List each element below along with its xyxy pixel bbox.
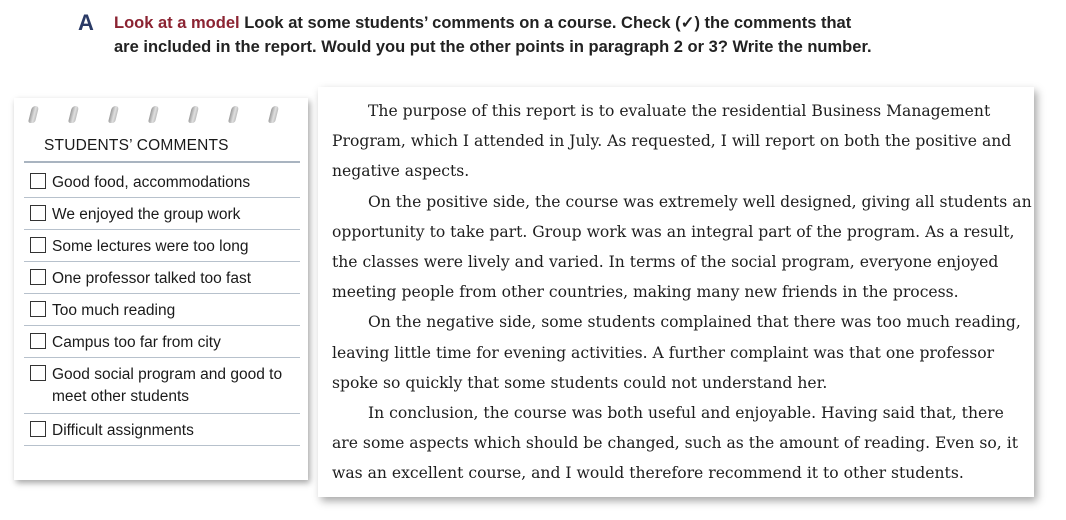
checkbox[interactable] [30,421,46,437]
instruction-lead: Look at a model [114,14,240,32]
divider [24,413,300,414]
comment-item[interactable]: Good food, accommodations [30,172,300,194]
checkbox[interactable] [30,173,46,189]
exercise-letter: A [78,10,94,35]
report-body [332,96,1032,489]
binding-ring [148,106,159,123]
divider [24,325,300,326]
report-paragraph-4: In conclusion, the course was both useful and enjoyable. Having said that, there are some aspects which should be changed, such as the amount of reading. Even so, it was an excellent course, and I would therefore recommend it to other students. [332,404,1018,483]
report-paragraph-2: On the positive side, the course was extremely well designed, giving all students an opportunity to take part. Group work was an integral part of the program. As a result, the classes were lively and varied. In terms of the social program, everyone enjoyed meeting people from other countries, making many new friends in the process. [332,192,1032,302]
divider [24,293,300,294]
divider [24,357,300,358]
divider [24,445,300,446]
comment-item[interactable]: Some lectures were too long [30,236,300,258]
divider [24,229,300,230]
binding-ring [268,106,279,123]
divider [24,161,300,163]
instruction-line-1-text: Look at some students’ comments on a course. Check (✓) the comments that [239,14,852,32]
model-report [318,87,1034,497]
comment-item[interactable]: Difficult assignments [30,420,300,442]
checkbox[interactable] [30,205,46,221]
comment-item[interactable]: Campus too far from city [30,332,300,354]
divider [24,197,300,198]
checkbox[interactable] [30,365,46,381]
checkbox[interactable] [30,269,46,285]
comment-item[interactable]: Good social program and good to meet other students [30,364,300,408]
students-comments-notepad [14,98,308,480]
comment-item[interactable]: We enjoyed the group work [30,204,300,226]
instruction-line-2: are included in the report. Would you put the other points in paragraph 2 or 3? Write the number. [114,38,872,56]
divider [24,261,300,262]
instruction-line-1 [114,13,851,33]
report-paragraph-1: The purpose of this report is to evaluate the residential Business Management Program, which I attended in July. As requested, I will report on both the positive and negative aspects. [332,102,1012,181]
checkbox[interactable] [30,237,46,253]
checkbox[interactable] [30,301,46,317]
comment-item[interactable]: Too much reading [30,300,300,322]
binding-ring [28,106,39,123]
binding-ring [68,106,79,123]
comment-item[interactable]: One professor talked too fast [30,268,300,290]
notepad-title: STUDENTS’ COMMENTS [44,137,229,154]
binding-ring [188,106,199,123]
checkbox[interactable] [30,333,46,349]
spiral-binding [30,106,300,126]
binding-ring [108,106,119,123]
report-paragraph-3: On the negative side, some students complained that there was too much reading, leaving little time for evening activities. A further complaint was that one professor spoke so quickly that some students could not understand her. [332,313,1021,392]
binding-ring [228,106,239,123]
